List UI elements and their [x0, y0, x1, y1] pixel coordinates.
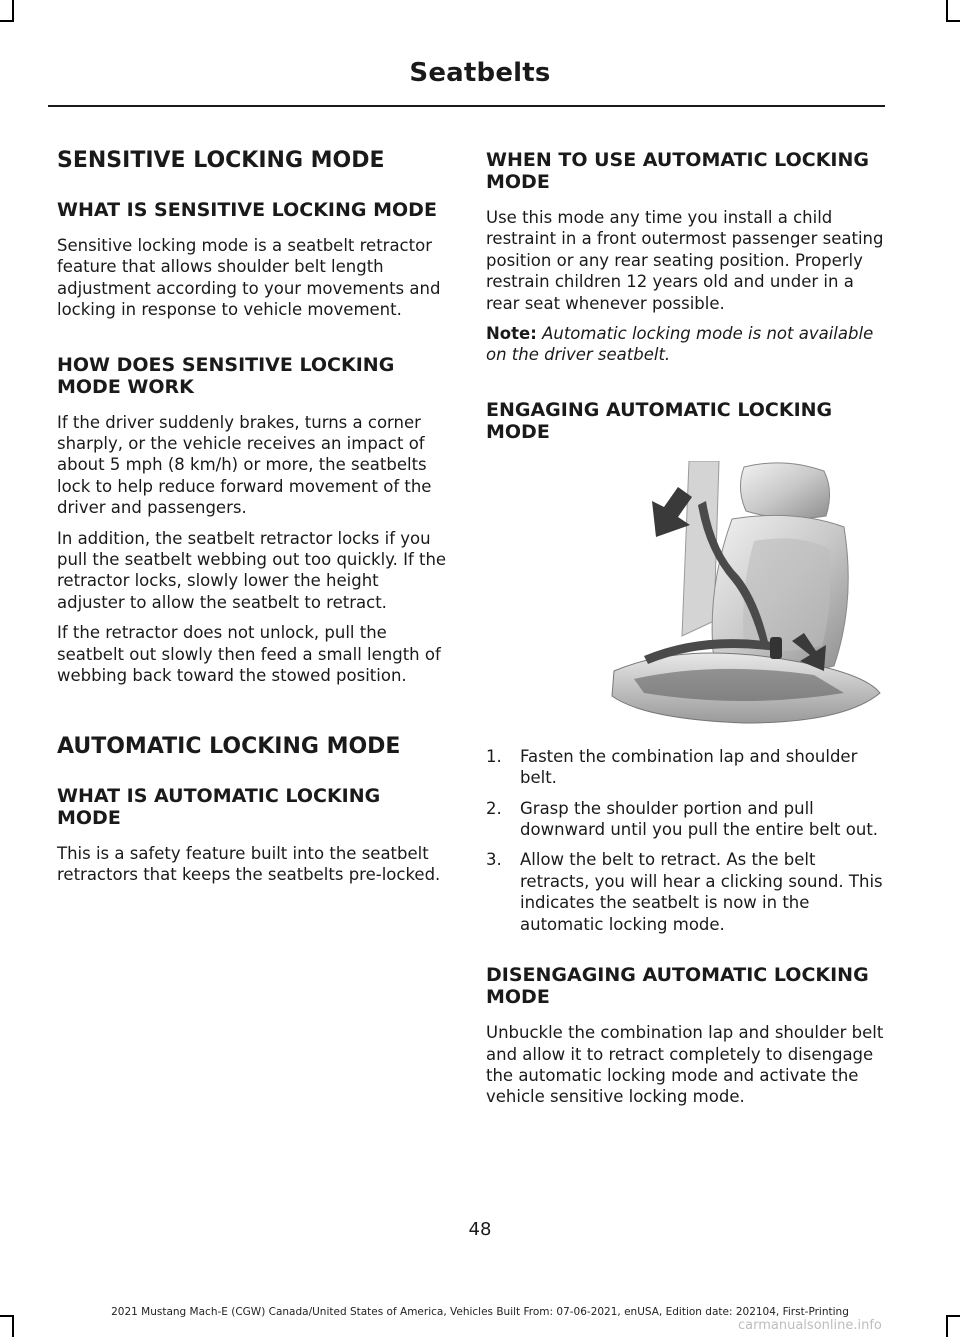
- step-number: 2.: [486, 798, 502, 818]
- subsection-title: HOW DOES SENSITIVE LOCKING MODE WORK: [57, 353, 395, 398]
- crop-mark: [946, 1315, 948, 1337]
- list-item: [486, 798, 884, 841]
- header-rule: [48, 105, 885, 107]
- page-number: 48: [468, 1219, 492, 1240]
- crop-mark: [946, 0, 948, 22]
- subsection-title: WHAT IS AUTOMATIC LOCKING MODE: [57, 784, 381, 829]
- crop-mark: [946, 20, 960, 22]
- paragraph: In addition, the seatbelt retractor locks if you pull the seatbelt webbing out too quickly. If the retractor locks, slowly lower the height adjuster to allow the seatbelt to retract.: [57, 528, 447, 612]
- right-column: [486, 140, 884, 1117]
- crop-mark: [0, 20, 14, 22]
- note-label: Note:: [486, 324, 537, 344]
- step-text: Allow the belt to retract. As the belt retracts, you will hear a clicking sound. This indicates the seatbelt is now in the automatic locking mode.: [520, 850, 883, 934]
- subsection-title: WHEN TO USE AUTOMATIC LOCKING MODE: [486, 149, 869, 193]
- note: [486, 323, 884, 366]
- step-text: Grasp the shoulder portion and pull downward until you pull the entire belt out.: [520, 798, 879, 840]
- crop-mark: [12, 1315, 14, 1337]
- watermark: carmanualsonline.info: [738, 1318, 882, 1333]
- paragraph: Use this mode any time you install a child restraint in a front outermost passenger seating position or any rear seating position. Properly restrain children 12 years old and under in a rear seat whenever possible.: [486, 208, 884, 313]
- section-title: SENSITIVE LOCKING MODE: [57, 148, 385, 173]
- steps-list: [486, 746, 884, 935]
- subsection-title: WHAT IS SENSITIVE LOCKING MODE: [57, 199, 437, 221]
- step-number: 1.: [486, 746, 502, 766]
- note-text: Automatic locking mode is not available on the driver seatbelt.: [486, 324, 874, 365]
- paragraph: This is a safety feature built into the seatbelt retractors that keeps the seatbelts pre-locked.: [57, 843, 441, 884]
- section-title: AUTOMATIC LOCKING MODE: [57, 733, 401, 759]
- paragraph: If the retractor does not unlock, pull the seatbelt out slowly then feed a small length of webbing back toward the stowed position.: [57, 623, 441, 686]
- seat-belt-illustration-icon: [594, 461, 890, 726]
- step-number: 3.: [486, 850, 502, 870]
- crop-mark: [12, 0, 14, 22]
- paragraph: If the driver suddenly brakes, turns a corner sharply, or the vehicle receives an impact of about 5 mph (8 km/h) or more, the seatbelts lock to help reduce forward movement of the driver and passengers.: [57, 412, 432, 518]
- paragraph: Unbuckle the combination lap and shoulder belt and allow it to retract completely to disengage the automatic locking mode and activate the vehicle sensitive locking mode.: [486, 1023, 884, 1107]
- list-item: [486, 746, 884, 789]
- paragraph: Sensitive locking mode is a seatbelt retractor feature that allows shoulder belt length adjustment according to your movements and locking in response to vehicle movement.: [57, 236, 441, 320]
- subsection-title: DISENGAGING AUTOMATIC LOCKING MODE: [486, 964, 869, 1009]
- page-title: Seatbelts: [409, 58, 551, 88]
- left-column: [57, 140, 449, 894]
- footer-text: 2021 Mustang Mach-E (CGW) Canada/United States of America, Vehicles Built From: 07-06-2021, enUSA, Edition date: 202104, First-Printing: [111, 1306, 849, 1318]
- list-item: [486, 849, 884, 935]
- step-text: Fasten the combination lap and shoulder belt.: [520, 746, 858, 788]
- subsection-title: ENGAGING AUTOMATIC LOCKING MODE: [486, 398, 833, 443]
